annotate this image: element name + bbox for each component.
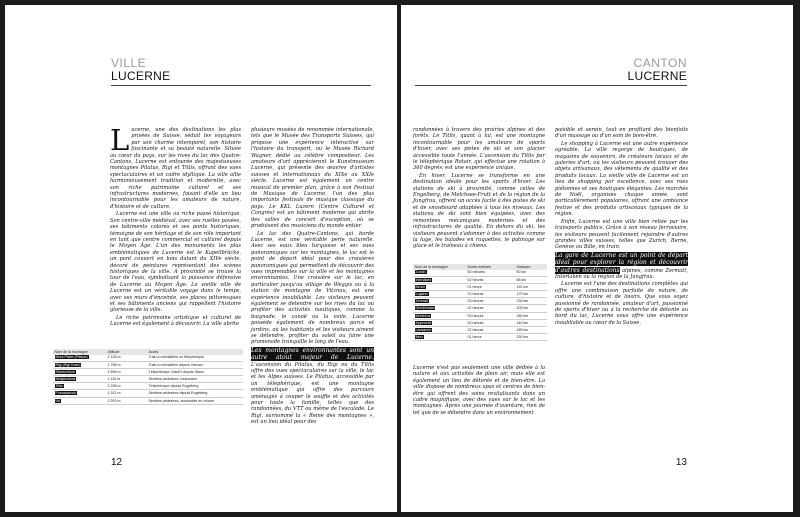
left-title-small: VILLE [111,56,147,70]
left-page [5,5,397,512]
paragraph: Lucerne n'est pas seulement une ville dédiée à la nature et aux activités de plein air, mais elle est également un lieu de détente et de bien-être. La ville dispose de nombreux spas et centres de bien-être qui offrent des soins revitalisants dans un cadre magnifique, avec des vues sur le lac et les montagnes. Après une journée d'aventure, rien de tel que de se détendre dans un environnement [413,365,545,416]
right-title-big: LUCERNE [627,69,687,83]
table-cell [53,361,106,368]
table-cell [53,390,106,397]
row-label: Zermatt [415,299,428,304]
table-cell: Sentiers pédestres, accessible en voiture [147,397,243,404]
table-cell [413,283,466,290]
table-row [413,319,547,326]
dropcap: L [110,123,130,157]
table-cell [413,312,466,319]
mountains-table [53,349,243,405]
paragraph: En hiver, Lucerne se transforme en une destination idéale pour les sports d'hiver. Les stations de ski à proximité, comme celles de Engelberg, de Melchsee-Frutt et de la région de la Jungfrau, offrent un accès facile à des pistes de ski et de snowboard adaptées à tous les niveaux. Les stations de ski sont bien équipées, avec des remontées mécaniques modernes et des infrastructures de qualité. En dehors du ski, les visiteurs peuvent s'adonner à des activités comme la luge, les balades en raquettes, le patinage sur glace et le traîneau à chiens. [413,172,545,250]
table-cell [413,334,466,341]
table-row [413,298,547,305]
paragraph: plusieurs musées de renommée internationale, tels que le Musée des Transports Suisses, qui propose une expérience interactive sur l'histoire du transport, ou le Musée Richard Wagner, dédié au célèbre compositeur. Les amateurs d'art apprécieront le Kunstmuseum Lucerne, qui présente des œuvres d'artistes suisses et internationaux du XIXe au XXIe siècle. Lucerne est également un centre musical de premier plan, grâce à son Festival de Musique de Lucerne, l'un des plus importants festivals de musique classique du pays. Le KKL Luzern (Centre Culturel et Congrès) est un bâtiment moderne qui abrite des salles de concert d'exception, où se produisent des musiciens du monde entier. [251,127,374,230]
table-cell: 03 heures [466,312,515,319]
right-column-1-bottom [413,365,545,425]
table-cell [53,397,106,404]
row-label: Fronalpstock [55,391,77,396]
table-cell: 1 115 m [106,376,147,383]
table-row [53,390,243,397]
table-header: Distance [515,264,547,270]
row-label: Rigi (Rigi Kulm) [55,362,81,367]
table-cell: 170 km [515,291,547,298]
table-row [413,334,547,341]
row-label: Zurich [415,270,426,275]
table-cell: 180 km [515,312,547,319]
table-header: Durée estimée [466,264,515,270]
table-cell: Train à crémaillère depuis Vitznau [147,361,243,368]
row-label: Appenzell [415,320,432,325]
paragraph: L'ascension du Pilatus, du Rigi ou du Titlis offre des vues spectaculaires sur la ville, le lac et les Alpes suisses. Le Pilatus, accessible par un téléphérique, est une montagne emblématique qui offre des parcours aménagés à couper le souffle et des activités pour toute la famille, telles que des randonnées, du VTT ou même de l'escalade. Le Rigi, surnommé la « Reine des montagnes », est un lieu idéal pour des [251,361,374,426]
row-label: Ilanz [415,335,424,340]
table-cell: 185 km [515,327,547,334]
table-row [413,305,547,312]
table-cell: Sentiers pédestres depuis Engelberg [147,390,243,397]
table-cell: Sentiers pédestres, funiculaire [147,376,243,383]
table-row [413,291,547,298]
row-label: Mont Pilate (Pilatus) [55,355,88,360]
paragraph: Le riche patrimoine artistique et culturel de Lucerne est également à découvrir. La ville abrite [110,314,241,328]
table-cell: 02 heures [466,327,515,334]
left-title-big: LUCERNE [111,69,171,83]
row-label: Uri [55,398,61,403]
table-header: Nom de la montagne [53,349,106,355]
page-number: 13 [675,457,687,468]
table-cell [53,376,106,383]
table-cell [413,276,466,283]
right-title-small: CANTON [633,56,687,70]
table-header: Accès [147,349,243,355]
table-row [53,355,243,362]
table-cell [53,383,106,390]
left-title-rule [111,85,371,86]
paragraph: Le shopping à Lucerne est une autre expérience agréable. La ville regorge de boutiques, de magasins de souvenirs, de créateurs locaux et de galeries d'art, où les visiteurs peuvent trouver des objets artisanaux, des vêtements de qualité et des produits locaux. La vieille ville de Lucerne est un lieu de shopping par excellence, avec ses rues piétonnes et ses boutiques élégantes. Les marchés de Noël, organisés chaque année, sont particulièrement populaires, offrant une ambiance festive et des produits artisanaux typiques de la région. [555,140,688,218]
table-cell: 50 km [515,270,547,277]
table-cell: 150 km [515,334,547,341]
table-cell: 50 minutes [466,270,515,277]
destinations-table [413,264,547,341]
left-column-2 [251,127,374,427]
highlight-quote: La gare de Lucerne est un point de départ idéal pour explorer la région et découvrir d'autres destinations [555,251,688,274]
table-row [53,383,243,390]
table-header: Nom de la montagne [413,264,466,270]
table-cell: 1 921 m [106,390,147,397]
paragraph: paisible et serein, tout en profitant des bienfaits d'un massage ou d'un soin de bien-être. [555,127,688,140]
left-column-1 [110,123,241,351]
table-cell: 1 898 m [106,368,147,375]
table-cell: 01 heure [466,334,515,341]
row-label: Titlis [55,384,63,389]
table-cell: 230 km [515,298,547,305]
table-cell: 140 km [515,319,547,326]
table-row [53,397,243,404]
table-row [413,312,547,319]
table-cell [413,305,466,312]
highlight-quote: Les montagnes environnantes sont un autre atout majeur de Lucerne. [251,346,374,362]
paragraph: Lucerne est une ville au riche passé historique. Son centre-ville médiéval, avec ses ruelles pavées, ses bâtiments colorés et ses ponts historiques, témoigne de son héritage et de son rôle important en tant que centre commercial et culturel depuis le Moyen Âge. L'un des monuments les plus emblématiques de Lucerne est le Kapellbrücke, un pont couvert en bois datant du XIVe siècle, décoré de peintures représentant des scènes historiques de la ville. À proximité se trouve la tour de l'eau, symbolisant la puissance défensive de Lucerne au Moyen Âge. La vieille ville de Lucerne est un véritable voyage dans le temps, avec ses murs d'enceinte, ses places pittoresques et ses bâtiments anciens qui rappellent l'histoire glorieuse de la ville. [110,211,241,314]
table-cell: 68 km [515,276,547,283]
table-cell: Train à crémaillère ou téléphérique [147,355,243,362]
table-row [53,368,243,375]
table-row [413,283,547,290]
row-label: Lausanne [415,327,432,332]
table-cell: Téléphérique depuis Engelberg [147,383,243,390]
table-cell: 1 798 m [106,361,147,368]
paragraph: ucerne, une des destinations les plus prisées de Suisse, séduit les voyageurs par son charme intemporel, son histoire fascinante et sa beauté naturelle. Située au cœur du pays, sur les rives du lac des Quatre-Cantons, Lucerne est entourée des majestueuses montagnes Pilatus, Rigi et Titlis, offrant des vues spectaculaires et un cadre idyllique. La ville allie harmonieusement tradition et modernité, avec son riche patrimoine culturel et ses infrastructures modernes, faisant d'elle un lieu incontournable pour les amateurs de nature, d'histoire et de culture. [110,127,241,210]
page-number: 12 [111,457,123,468]
paragraph: Lucerne est l'une des destinations complètes qui offre une combinaison parfaite de nature, de culture, d'histoire et de loisirs. Que vous soyez passionné de randonnée, amateur d'art, passionné de sports d'hiver ou à la recherche de détente au bord du lac, Lucerne vous offre une expérience inoubliable au cœur de la Suisse. [555,281,688,326]
table-cell: 110 km [515,283,547,290]
table-cell: 3 200 m [106,397,147,404]
table-cell: 02 heures [466,276,515,283]
row-label: Stanserhorn [55,369,76,374]
row-label: Grindelwald [415,306,435,311]
paragraph: Enfin, Lucerne est une ville bien reliée par les transports publics. Grâce à son réseau ferroviaire, les visiteurs peuvent facilement rejoindre d'autres grandes villes suisses, telles que Zurich, Berne, Genève ou Bâle, en train. [555,218,688,251]
table-cell: 03 heures [466,298,515,305]
table-cell [53,355,106,362]
table-header-row [413,264,547,270]
table-cell [413,291,466,298]
paragraph: randonnées à travers des prairies alpines et des forêts. Le Titlis, quant à lui, est une montagne incontournable pour les amateurs de sports d'hiver, avec ses pistes de ski et son glacier accessible toute l'année. L'ascension du Titlis par le téléphérique Rotair, qui effectue une rotation à 360 degrés, est une expérience unique. [413,127,545,172]
table-row [413,276,547,283]
right-title-rule [415,85,687,86]
table-cell [413,298,466,305]
paragraph: Le lac des Quatre-Cantons, qui borde Lucerne, est une véritable perle naturelle. Avec ses eaux bleu turquoise et ses vues panoramiques sur les montagnes, le lac est le point de départ idéal pour des croisières panoramiques qui permettent de découvrir des vues imprenables sur la ville et les montagnes environnantes. Une croisière sur le lac, en particulier jusqu'au village de Weggis ou à la station de montagne de Vitznau, est une expérience inoubliable. Les visiteurs peuvent également se détendre sur les rives du lac ou profiter des activités nautiques, comme la baignade, le canoë ou la voile. Lucerne possède également de nombreux parcs et jardins, où les habitants et les visiteurs aiment se détendre, profiter du soleil ou faire une promenade tranquille le long de l'eau. [251,230,374,346]
table-cell [413,327,466,334]
row-label: Bürgenstock [55,377,76,382]
table-row [53,361,243,368]
table-cell: 2 128 m [106,355,147,362]
table-cell [53,368,106,375]
table-header: Altitude [106,349,147,355]
table-cell [413,319,466,326]
table-cell: 3 238 m [106,383,147,390]
right-page [401,5,793,512]
table-row [413,270,547,277]
row-label: Berne [415,284,426,289]
row-label: Interlaken [415,277,432,282]
table-cell: Téléphérique CabriO depuis Stans [147,368,243,375]
right-column-2 [555,127,688,427]
table-row [53,376,243,383]
right-column-1-top [413,127,545,261]
row-label: Lugano [415,292,428,297]
table-cell: 100 km [515,305,547,312]
table-cell: 01 heure [466,283,515,290]
paragraph: alpines, comme Zermatt, Interlaken ou la région de la Jungfrau. [555,267,688,280]
table-cell: 02 heures [466,319,515,326]
table-cell: 02 heures [466,291,515,298]
table-cell [413,270,466,277]
table-cell: 02 heures [466,305,515,312]
table-row [413,327,547,334]
row-label: Montreux [415,313,431,318]
